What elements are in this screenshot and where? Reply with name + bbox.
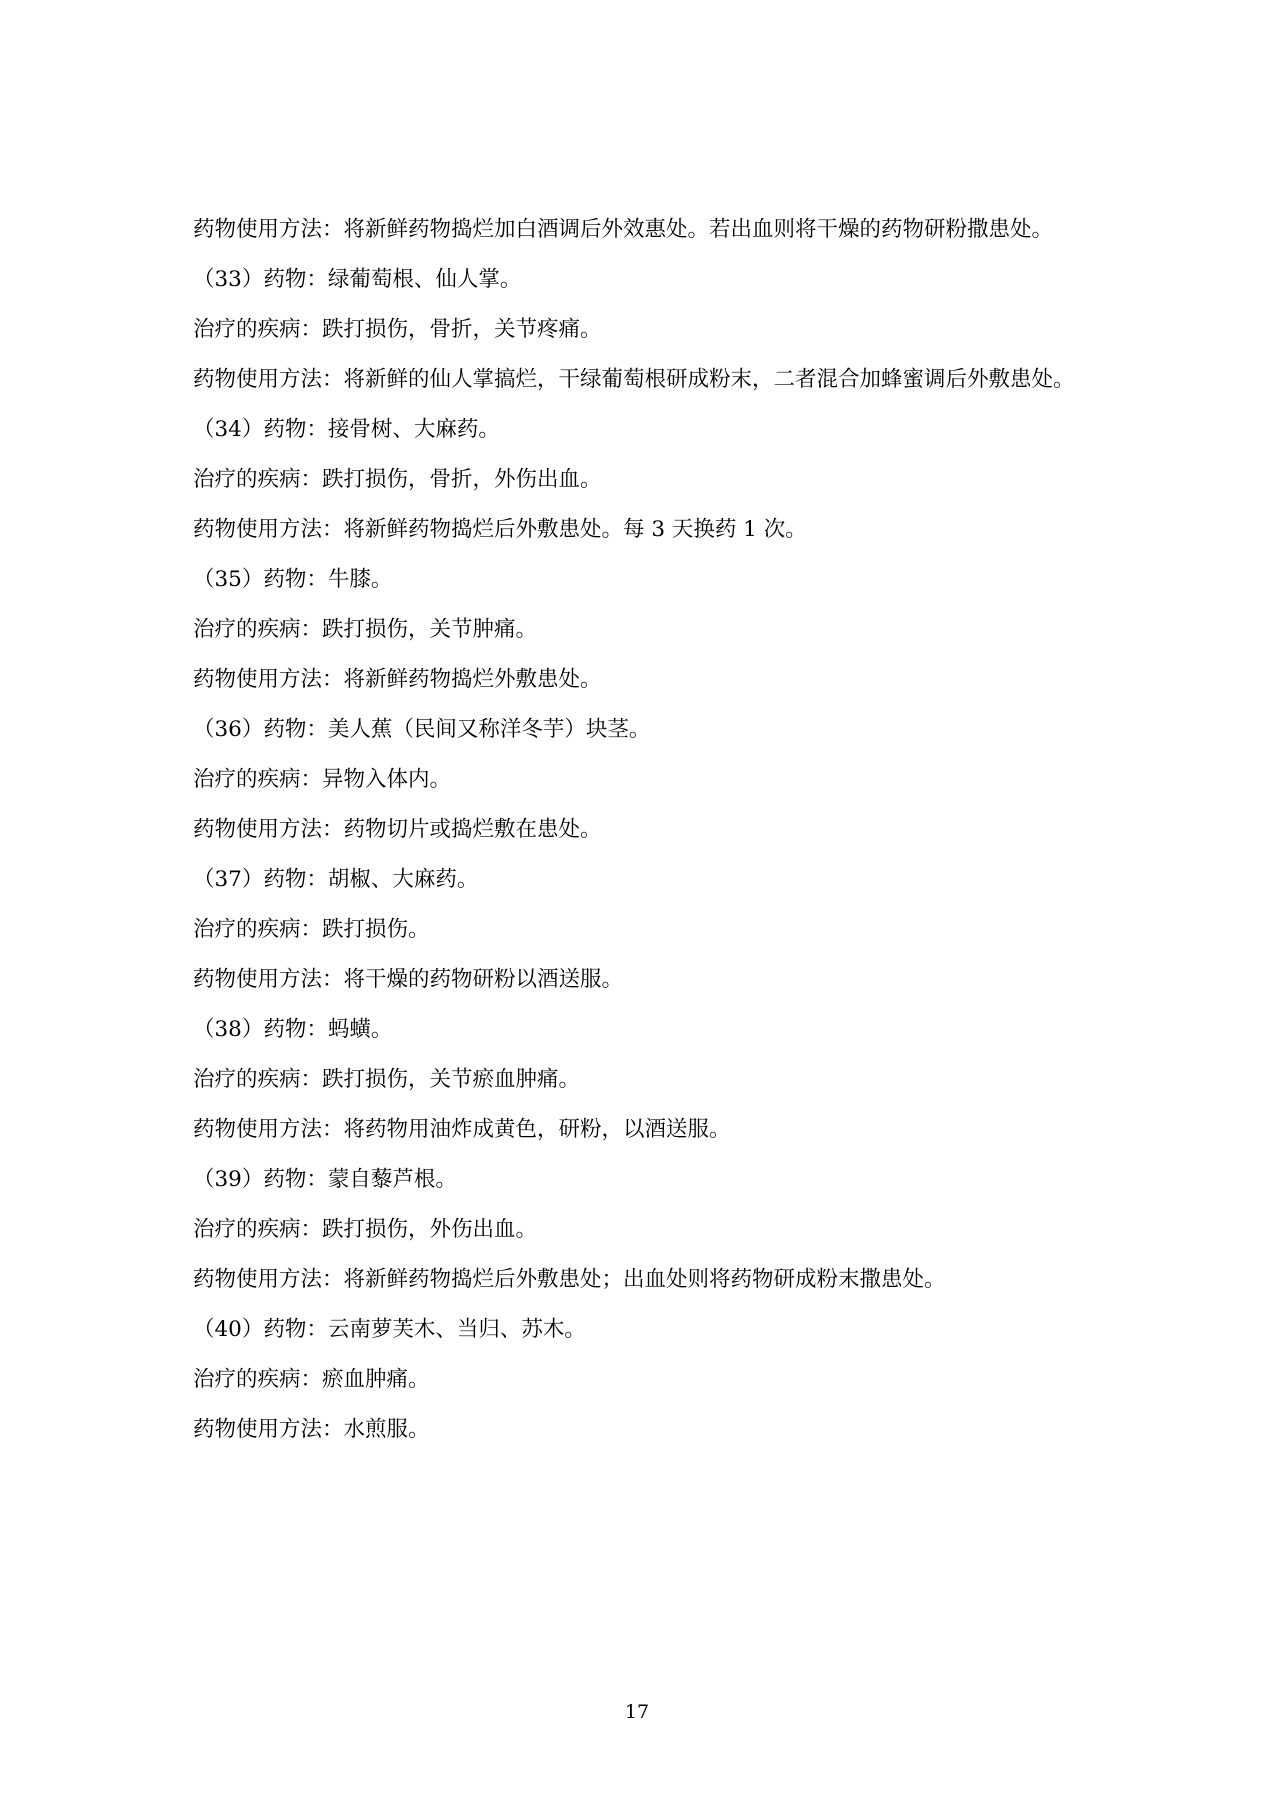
page-number: 17	[624, 1701, 650, 1723]
paragraph: 药物使用方法：将新鲜药物捣烂加白酒调后外效惠处。若出血则将干燥的药物研粉撒患处。	[193, 217, 1054, 242]
paragraph: （33）药物：绿葡萄根、仙人掌。	[193, 267, 522, 292]
paragraph: 药物使用方法：将新鲜药物捣烂后外敷患处。每 3 天换药 1 次。	[193, 517, 807, 542]
paragraph: （40）药物：云南萝芙木、当归、苏木。	[193, 1317, 586, 1342]
paragraph: 药物使用方法：水煎服。	[193, 1417, 430, 1442]
paragraph: 药物使用方法：将干燥的药物研粉以酒送服。	[193, 967, 624, 992]
paragraph: 治疗的疾病：跌打损伤，外伤出血。	[193, 1217, 538, 1242]
paragraph: 治疗的疾病：跌打损伤，关节肿痛。	[193, 617, 538, 642]
paragraph: （39）药物：蒙自藜芦根。	[193, 1167, 457, 1192]
paragraph: 药物使用方法：将新鲜药物捣烂后外敷患处；出血处则将药物研成粉末撒患处。	[193, 1267, 946, 1292]
paragraph: （34）药物：接骨树、大麻药。	[193, 417, 500, 442]
paragraph: 治疗的疾病：异物入体内。	[193, 767, 452, 792]
paragraph: 药物使用方法：将新鲜药物捣烂外敷患处。	[193, 667, 602, 692]
paragraph: （37）药物：胡椒、大麻药。	[193, 867, 479, 892]
paragraph: （36）药物：美人蕉（民间又称洋冬芋）块茎。	[193, 717, 651, 742]
paragraph: 药物使用方法：将新鲜的仙人掌搞烂，干绿葡萄根研成粉末，二者混合加蜂蜜调后外敷患处。	[193, 367, 1075, 392]
paragraph: 治疗的疾病：跌打损伤。	[193, 917, 430, 942]
paragraph: 治疗的疾病：跌打损伤，骨折，外伤出血。	[193, 467, 602, 492]
paragraph: 治疗的疾病：跌打损伤，关节瘀血肿痛。	[193, 1067, 581, 1092]
paragraph: 治疗的疾病：跌打损伤，骨折，关节疼痛。	[193, 317, 602, 342]
paragraph: 药物使用方法：药物切片或捣烂敷在患处。	[193, 817, 602, 842]
document-body	[150, 205, 1124, 1455]
paragraph: （35）药物：牛膝。	[193, 567, 393, 592]
paragraph: 药物使用方法：将药物用油炸成黄色，研粉，以酒送服。	[193, 1117, 731, 1142]
paragraph: 治疗的疾病：瘀血肿痛。	[193, 1367, 430, 1392]
paragraph: （38）药物：蚂蟥。	[193, 1017, 393, 1042]
